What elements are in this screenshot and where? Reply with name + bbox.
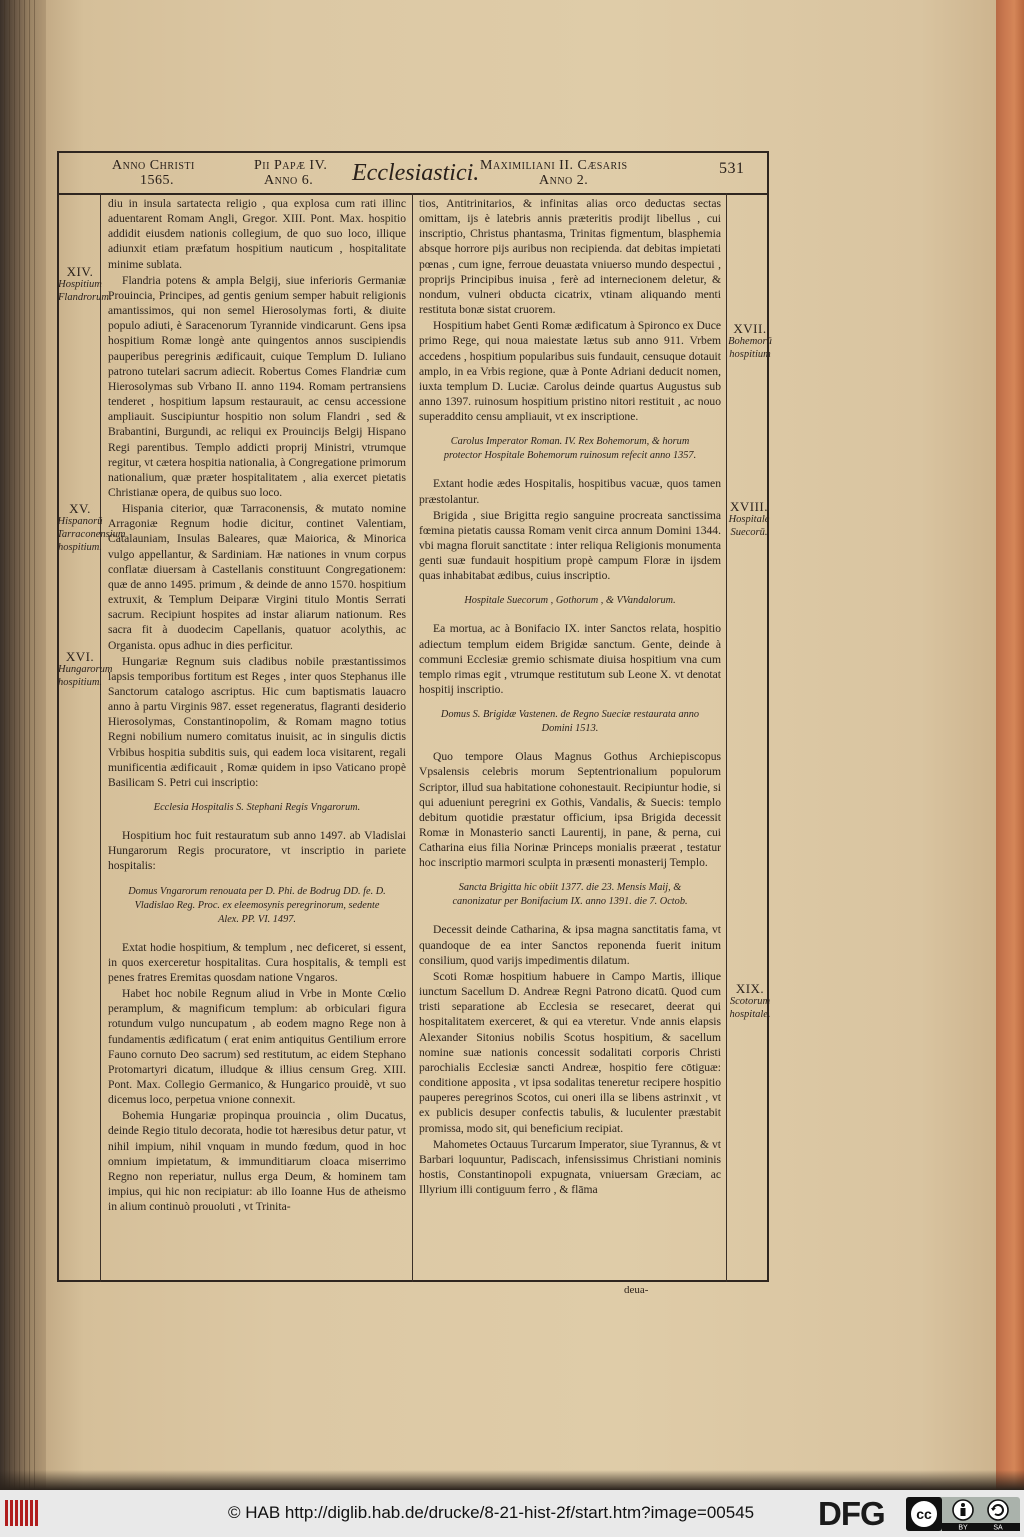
scan-bottom-shadow (0, 1470, 1024, 1490)
body-paragraph: Brigida , siue Brigitta regio sanguine procreata sanctissima fœmina pietatis caussa Romam venit circa annum Domini 1344. vbi magna floruit sanctitate : inter reliqua Religionis monumenta genti suæ fundauit hospitium propè campum Floræ in ijsdem quas inhabitabat ædibus, cuius inscriptio. (419, 508, 721, 583)
page-number: 531 (719, 160, 745, 177)
margin-note-xviii: XVIII. Hospitale Suecorū. (728, 499, 770, 538)
body-paragraph: Hospitium habet Genti Romæ ædificatum à Spironco ex Duce primo Rege, qui noua maiestate lætus sub anno 911. Vrbem accedens , hospitium popularibus suis fundauit, censuque dotauit amplo, in ea Vrbis regione, quæ à Ponte Adriani deducit nomen, iuxta templum D. Luciæ. Carolus deinde quartus Augustus sub anno 1397. ruinosum hospitium pristino nitori restituit , ac nouo superaddito censu ampliauit, vt ex inscriptione. (419, 319, 721, 424)
body-paragraph: Hispania citerior, quæ Tarraconensis, & mutato nomine Arragoniæ Regnum hodie dicitur, continet Valentiam, Catalauniam, Insulas Baleares, quæ Maiorica, & Minorica vulgo appellantur, & Sardiniam. Hæ nationes in vnum corpus conflatæ diuersam à Castellanis constituunt Congregationem: quæ de anno 1495. primum , & deinde de anno 1570. hospitium extruxit, & Templum Deiparæ Virgini titulo Montis Serrati sacrum. Recipiunt hospites ad instar aliarum nationum. Res sacra fit à duodecim Capellanis, quatuor acolythis, ac Organista. opus adhuc in dies perficitur. (108, 502, 406, 652)
running-head-emperor: Maximiliani II. Cæsaris (480, 158, 628, 173)
margin-note-xix: XIX. Scotorum hospitale. (729, 981, 771, 1020)
body-paragraph: Flandria potens & ampla Belgij, siue inferioris Germaniæ Prouincia, Principes, ad gentis genium semper habuit religionis amantissimos, qui non semel Hierosolymas forti, & diuite populo adiuti, è Saracenorum Tyrannide vindicarunt. Gens ipsa hospitium Romæ longè ante quingentos annos suscipiendis pauperibus peregrinis ædificauit, cuique Templum D. Iuliano patrono tutelari sacrum adiecit. Robertus Comes Flandriæ cum Hierosolymas sub Vrbano II. anno 1194. Romam pertransiens tenderet , hospitium lapsum restaurauit, ac censu accessione ampliauit. Suscipiuntur hospitio non solum Flandri , sed & Brabantini, Burgundi, ac reliqui ex Prouincijs Belgij Hispano Regi parentibus. Templo addicti proprij Ministri, vtrumque regitur, vt cætera hospitia nationalia, à Congregatione primorum nationalium, quæ præter hospitalitatem , alia exercet pietatis Christianæ opera, de quibus suo loco. (108, 273, 406, 499)
body-paragraph: Habet hoc nobile Regnum aliud in Vrbe in Monte Cœlio peramplum, & magnificum templum: ab orbiculari figura rotundum vulgo nuncupatum , ab eodem magno Rege non à fundamentis ædificatum ( erat enim antiquitus Gentilium errore Fauno cornuto Deo sacrum) sed restitutum, ac eidem Stephano Protomartyri dicatum, illudque & illius censum Greg. XIII. Pont. Max. Collegio Germanico, & Hungarico prouidè, vt suo dicemus loco, perpetua vnione connexit. (108, 987, 406, 1107)
body-paragraph: Mahometes Octauus Turcarum Imperator, siue Tyrannus, & vt Barbari loquuntur, Padiscach, infensissimus Christiani nominis hostis, Constantinopoli expugnata, vniuersam Græciam, ac Illyrium illi contiguum ferro , & flāma (419, 1137, 721, 1197)
right-text-column (419, 196, 721, 1198)
copyright-link[interactable]: © HAB http://diglib.hab.de/drucke/8-21-hist-2f/start.htm?image=00545 (228, 1503, 755, 1522)
body-paragraph: Bohemia Hungariæ propinqua prouincia , olim Ducatus, deinde Regio titulo decorata, hodie tot hæresibus detur patur, vt nihil impium, nihil vnquam in mundo fœdum, quod in hoc omnium impietatum, & immunditiarum cloaca miserrimo Regno non reperiatur, nullus erga Deum, & hominem tam impius, qui hic non recipiatur: ab illo Ioanne Hus de atheismo in alium continuò prouoluti , vt Trinita- (108, 1109, 406, 1214)
catchword: deua- (624, 1284, 649, 1296)
dfg-logo: DFG (818, 1495, 885, 1532)
page-fore-edge (996, 0, 1024, 1490)
viewer-footer (0, 1490, 1024, 1537)
hab-logo-icon (5, 1500, 39, 1526)
running-head-pope: Pii Papæ IV. (254, 158, 328, 173)
inscription-caption: Carolus Imperator Roman. IV. Rex Bohemorum, & horum protector Hospitale Bohemorum ruinosum refecit anno 1357. (443, 436, 697, 462)
body-paragraph: Hospitium hoc fuit restauratum sub anno 1497. ab Vladislai Hungarorum Regis procuratore, vt inscriptio in pariete hospitalis: (108, 829, 406, 873)
body-paragraph: tios, Antitrinitarios, & infinitas alias orco deductas sectas omittam, ijs è latebris annis præteritis prodijt libellus , cui inscriptio, Christus phantasma, Trinitas figmentum, blasphemia absque horrore pijs auribus non recipienda. dat debitas impietati pœnas , cum igne, ferroue deuastata vniuerso mundo despectui , proprijs Principibus inuisa , ferè ad internecionem deletur, & nondum, vulneri obducta cicatrix, vtinam aliquando menti restituta bonæ sistat cruorem. (419, 197, 721, 317)
running-head-emperor-year: Anno 2. (539, 173, 589, 188)
running-head-title: Ecclesiastici. (352, 160, 480, 186)
body-paragraph: Extat hodie hospitium, & templum , nec deficeret, si essent, in quos exerceretur hospitalitas. Cura hospitalis, & templi est penes fratres Eremitas quosdam natione Vngaros. (108, 940, 406, 984)
body-paragraph: diu in insula sartatecta religio , qua explosa cum rati illinc aduentarent Romam Angli, Gregor. XIII. Pont. Max. hospitio addidit eiusdem nationis collegium, de quo suo loco, illique adiunxit etiam præfatum hospitium nauticum , hospitalitate minime sublata. (108, 197, 406, 271)
margin-note-xvii: XVII. Bohemorū hospitium (728, 321, 772, 360)
running-head-year: 1565. (140, 173, 174, 188)
running-head-anno-christi: Anno Christi (112, 158, 195, 173)
margin-note-xv: XV. Hispanorū Tarraconensium hospitium. (57, 501, 126, 553)
inscription-caption: Hospitale Suecorum , Gothorum , & VVandalorum. (464, 595, 676, 607)
left-margin-rule (100, 193, 101, 1282)
body-paragraph: Decessit deinde Catharina, & ipsa magna sanctitatis fama, vt quandoque de ea inter Sanctos reponenda fuerit initum consilium, quod varijs impedimentis dilatum. (419, 923, 721, 967)
body-paragraph: Scoti Romæ hospitium habuere in Campo Martis, illique iunctum Sacellum D. Andreæ Regni Patrono dicatū. Quod cum tristi separatione ab Ecclesia se resecaret, deerat qui hospitalitatem exerceret, & qui ea vteretur. Vnde annis elapsis Alexander Sitonius nobilis Scotus hospitium, & sacellum nomine suæ nationis concessit sodalitati corporis Christi parochialis Ecclesiæ sancti Andreæ, hospitio fere cōtiguæ: conditione apposita , vt ipsa sodalitas teneretur recipere hospitio pauperes peregrinos Scotos, cui oneri illa se libens astrinxit , vt ex publicis desuper confectis tabulis, & luculenter præstabit promissa, modo sit, qui beneficium recipiat. (419, 969, 721, 1135)
license-sa-label: SA (993, 1524, 1003, 1531)
body-paragraph: Extant hodie ædes Hospitalis, hospitibus vacuæ, quos tamen præstolantur. (419, 477, 721, 506)
inscription-caption: Ecclesia Hospitalis S. Stephani Regis Vngarorum. (153, 802, 361, 814)
column-separator (412, 193, 413, 1282)
svg-text:cc: cc (916, 1506, 932, 1522)
margin-note-xvi: XVI. Hungarorum hospitium. (58, 649, 113, 688)
inscription-caption: Domus Vngarorum renouata per D. Phi. de Bodrug DD. fe. D. Vladislao Reg. Proc. ex eleemosynis peregrinorum, sedente Alex. PP. VI. 1497. (128, 885, 386, 925)
inscription-caption: Domus S. Brigidæ Vastenen. de Regno Sueciæ restaurata anno Domini 1513. (440, 709, 700, 735)
creative-commons-license-icon[interactable] (906, 1497, 1020, 1531)
body-paragraph: Hungariæ Regnum suis cladibus nobile præstantissimos lapsis temporibus fortitum est Reges , inter quos Stephanus ille Sanctorum catalogo ascriptus. Hic cum baptismatis lauacro anno à partu Virginis 987. esset regeneratus, flagranti desiderio Hierosolymas, Constantinopolim, & Romam magno totius Regni nobilium numero comitatus inuisit, ac in singulis dictis Vrbibus hospitia subditis suis, qui eadem loca visitarent, regali munificentia ædificauit , Romæ quidem in ipso Vaticano propè Basilicam S. Petri cui inscriptio: (108, 654, 406, 789)
header-rule (57, 193, 769, 195)
book-gutter (0, 0, 48, 1490)
left-text-column (108, 196, 406, 1215)
license-by-label: BY (958, 1524, 968, 1531)
running-head-pope-year: Anno 6. (264, 173, 314, 188)
margin-note-xiv: XIV. Hospitium Flandrorum. (58, 264, 112, 303)
body-paragraph: Quo tempore Olaus Magnus Gothus Archiepiscopus Vpsalensis celebris morum Septentrionalium populorum Scriptor, illud sua habitatione cohonestauit. Recipiuntur hodie, si qui adueniunt peregrini ex Gothis, Vandalis, & Suecis: templo debitum quotidie præstatur officium, ipsa Brigida decessit Romæ in Monasterio sancti Laurentij, in pane, & perna, cui Catharina eius filia Norinæ Princeps monialis præerat , testatur hoc inscriptio marmori sculpta in præsenti monasterij Templo. (419, 750, 721, 870)
inscription-caption: Sancta Brigitta hic obiit 1377. die 23. Mensis Maij, & canonizatur per Bonifacium IX. anno 1391. die 7. Octob. (452, 882, 688, 908)
body-paragraph: Ea mortua, ac à Bonifacio IX. inter Sanctos relata, hospitio adiectum templum eidem Brigidæ sanctum. Gente, deinde à communi Ecclesiæ gremio schismate diuisa hospitium vna cum templo rimas egit , vtrumque restitutum sub Leone X. vt denotat hospitij inscriptio. (419, 622, 721, 697)
